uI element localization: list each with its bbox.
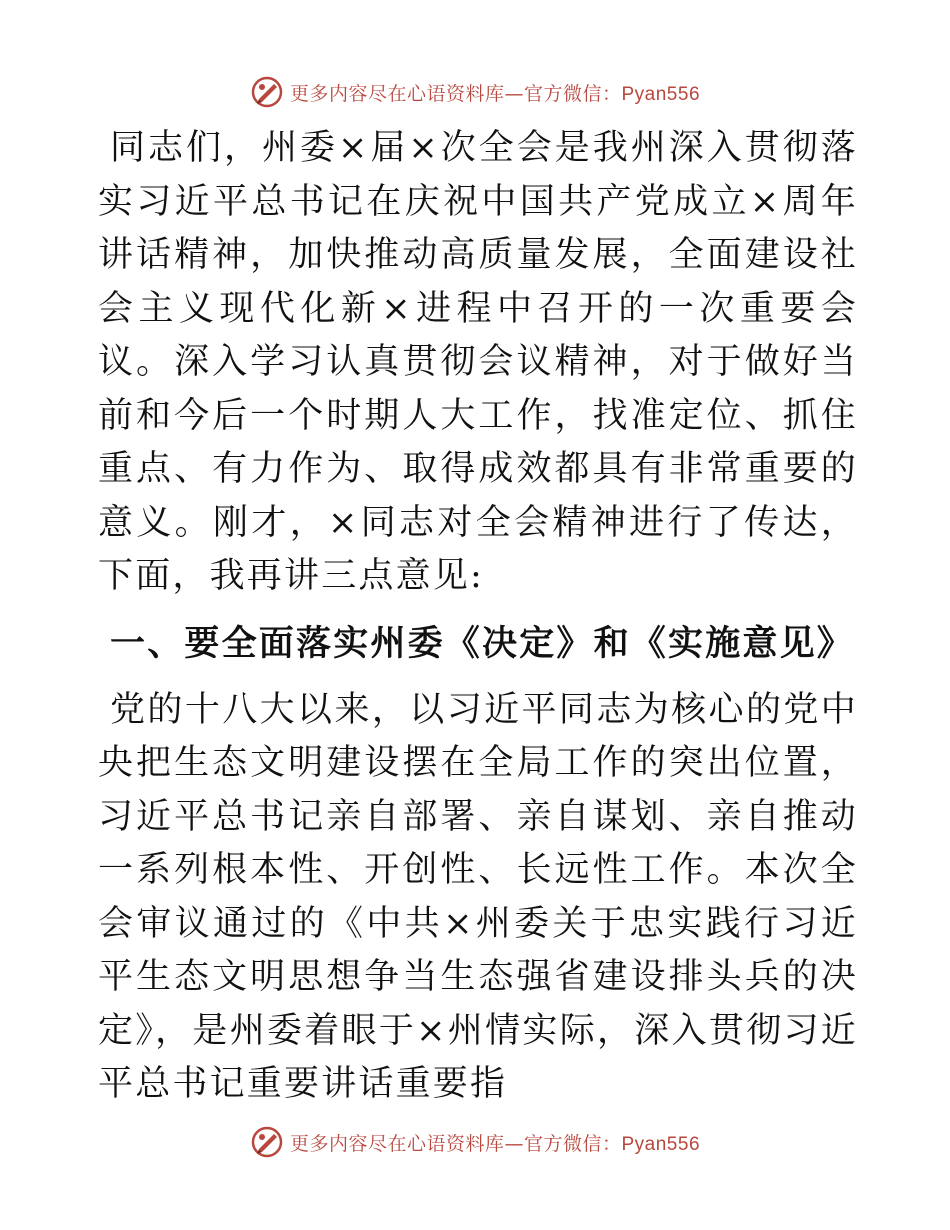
paragraph-section-1: 党的十八大以来，以习近平同志为核心的党中央把生态文明建设摆在全局工作的突出位置，习近平总书记亲自部署、亲自谋划、亲自推动一系列根本性、开创性、长远性工作。本次全会审议通过的《中共×州委关于忠实践行习近平生态文明思想争当生态强省建设排头兵的决定》，是州委着眼于×州情实际，深入贯彻习近平总书记重要讲话重要指 [98, 689, 858, 1104]
watermark-id: Pyan556 [621, 83, 701, 105]
pen-logo-icon [250, 1125, 284, 1159]
watermark-text [290, 1129, 700, 1156]
watermark-prefix: 更多内容尽在心语资料库—官方微信： [289, 1132, 622, 1155]
watermark-id: Pyan556 [621, 1133, 701, 1155]
pen-logo-icon [250, 75, 284, 109]
watermark-text [290, 79, 700, 106]
watermark-header [0, 72, 950, 112]
paragraph-intro: 同志们，州委×届×次全会是我州深入贯彻落实习近平总书记在庆祝中国共产党成立×周年讲话精神，加快推动高质量发展，全面建设社会主义现代化新×进程中召开的一次重要会议。深入学习认真贯彻会议精神，对于做好当前和今后一个时期人大工作，找准定位、抓住重点、有力作为、取得成效都具有非常重要的意义。刚才，×同志对全会精神进行了传达，下面，我再讲三点意见: [98, 128, 858, 596]
watermark-prefix: 更多内容尽在心语资料库—官方微信： [289, 82, 622, 105]
section-heading-1: 一、要全面落实州委《决定》和《实施意见》 [110, 622, 855, 664]
document-body [98, 122, 858, 1112]
watermark-footer [0, 1122, 950, 1162]
